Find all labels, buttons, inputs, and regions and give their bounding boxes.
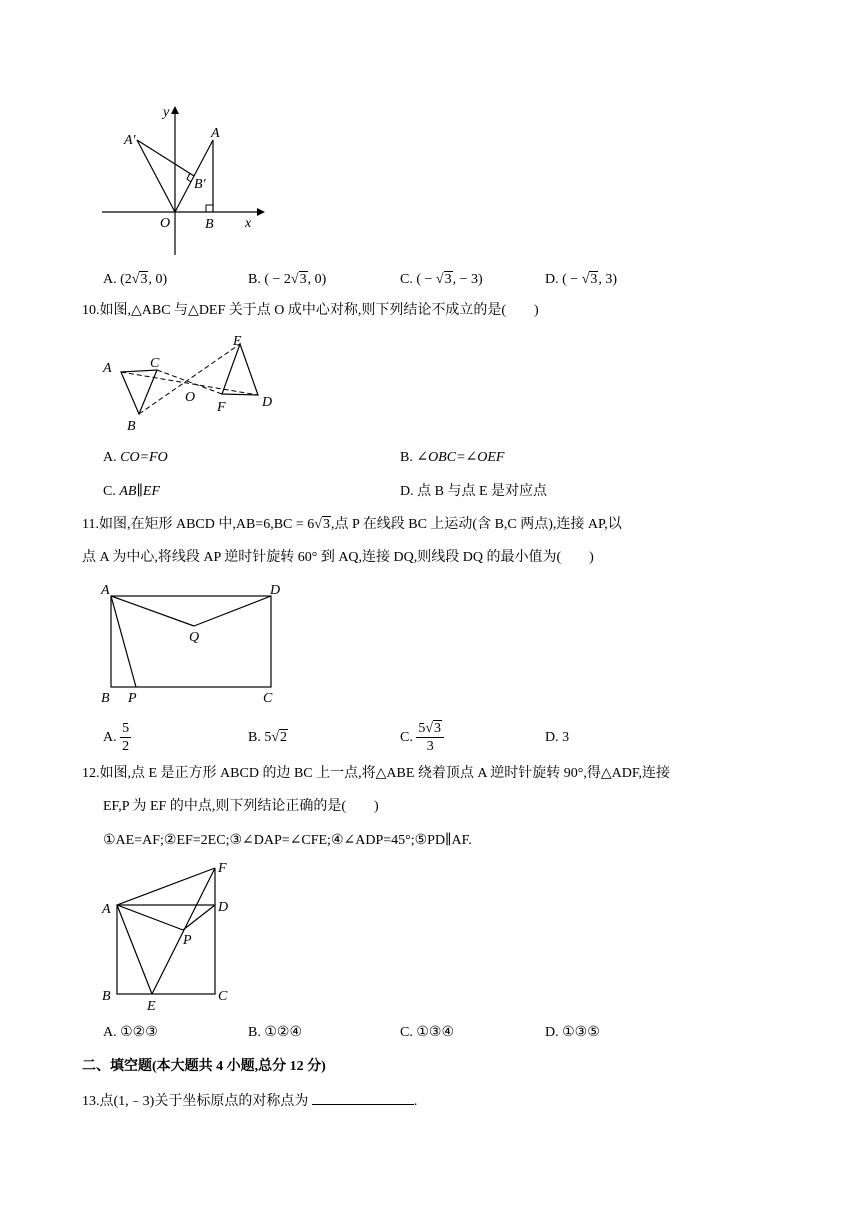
- label-A: A: [103, 361, 112, 376]
- q12-figure: [95, 855, 245, 1015]
- q10-option-a[interactable]: A. CO=FO: [103, 450, 168, 465]
- q12-stem-line2: EF,P 为 EF 的中点,则下列结论正确的是( ): [103, 799, 379, 814]
- label-x: x: [245, 216, 252, 231]
- label-A-prime: A′: [124, 133, 136, 148]
- sqrt-symbol-icon: √: [131, 272, 140, 287]
- q12-option-b[interactable]: B. ①②④: [248, 1025, 302, 1040]
- label-F: F: [218, 861, 227, 876]
- label-D: D: [262, 395, 273, 410]
- q10-figure: [95, 332, 295, 437]
- label-A: A: [101, 583, 110, 598]
- q10-option-d[interactable]: D. 点 B 与点 E 是对应点: [400, 484, 548, 499]
- fraction: $\frac{5√3}{3}$: [416, 720, 444, 755]
- label-B: B: [101, 691, 110, 706]
- segment-A-prime-B-prime: [137, 140, 194, 176]
- label-A: A: [102, 902, 111, 917]
- x-axis-arrow-icon: [257, 208, 265, 216]
- q11-option-c[interactable]: C. $\frac{5√3}{3}$: [400, 720, 444, 756]
- label-B: B: [102, 989, 111, 1004]
- q12-conclusions: ①AE=AF;②EF=2EC;③∠DAP=∠CFE;④∠ADP=45°;⑤PD∥AF.: [103, 833, 472, 848]
- sqrt-symbol-icon: √: [290, 272, 299, 287]
- triangle-DEF: [222, 344, 258, 395]
- q10-option-c[interactable]: C. AB∥EF: [103, 484, 161, 499]
- segment-AE: [117, 905, 152, 994]
- label-B: B: [205, 217, 214, 232]
- segment-DQ: [194, 596, 271, 626]
- q9-option-d[interactable]: D. ( − √3, 3): [545, 272, 618, 287]
- square-ABCD: [117, 905, 215, 994]
- triangle-ABC: [121, 370, 157, 414]
- sqrt-symbol-icon: √: [314, 517, 322, 532]
- segment-AQ: [111, 596, 194, 626]
- q10-stem: 10.如图,△ABC 与△DEF 关于点 O 成中心对称,则下列结论不成立的是( ): [82, 303, 539, 318]
- segment-PD: [183, 905, 215, 930]
- answer-blank[interactable]: [312, 1090, 414, 1105]
- q10-option-b[interactable]: B. ∠OBC=∠OEF: [400, 450, 505, 465]
- right-angle-mark-B: [206, 205, 213, 212]
- q11-figure: [95, 578, 295, 708]
- q9-option-a[interactable]: A. (2√3, 0): [103, 272, 168, 287]
- label-E: E: [233, 334, 242, 349]
- y-axis-arrow-icon: [171, 106, 179, 114]
- segment-AP: [111, 596, 136, 687]
- sqrt-symbol-icon: √: [271, 730, 280, 745]
- sqrt-symbol-icon: √: [435, 272, 444, 287]
- q9-option-c[interactable]: C. ( − √3, − 3): [400, 272, 483, 287]
- q13-stem: 13.点(1,﹣3)关于坐标原点的对称点为 .: [82, 1090, 417, 1112]
- q9-figure: [95, 100, 270, 260]
- fraction: $\frac{5}{2}$: [122, 721, 130, 755]
- section-heading: 二、填空题(本大题共 4 小题,总分 12 分): [82, 1059, 326, 1074]
- q11-option-b[interactable]: B. 5√2: [248, 730, 288, 745]
- label-D: D: [218, 900, 229, 915]
- label-C: C: [218, 989, 228, 1004]
- sqrt-symbol-icon: √: [425, 721, 434, 737]
- q11-option-d[interactable]: D. 3: [545, 730, 570, 745]
- segment-OA-prime: [137, 140, 175, 212]
- label-O: O: [160, 216, 171, 231]
- label-Q: Q: [189, 630, 200, 645]
- label-A: A: [211, 126, 220, 141]
- segment-AP: [117, 905, 183, 930]
- q12-option-a[interactable]: A. ①②③: [103, 1025, 158, 1040]
- sqrt-symbol-icon: √: [581, 272, 590, 287]
- segment-AF: [117, 868, 215, 905]
- label-B: B: [127, 419, 136, 434]
- label-y: y: [163, 105, 170, 120]
- q12-option-c[interactable]: C. ①③④: [400, 1025, 454, 1040]
- segment-EF: [152, 868, 215, 994]
- label-C: C: [150, 356, 160, 371]
- label-O: O: [185, 390, 196, 405]
- q9-option-b[interactable]: B. ( − 2√3, 0): [248, 272, 327, 287]
- label-D: D: [270, 583, 281, 598]
- label-C: C: [263, 691, 273, 706]
- label-B-prime: B′: [194, 177, 206, 192]
- label-P: P: [128, 691, 137, 706]
- q12-stem-line1: 12.如图,点 E 是正方形 ABCD 的边 BC 上一点,将△ABE 绕着顶点 A 逆时针旋转 90°,得△ADF,连接: [82, 766, 670, 781]
- q11-stem-line1: 11.如图,在矩形 ABCD 中,AB=6,BC = 6√3,点 P 在线段 BC 上运动(含 B,C 两点),连接 AP,以: [82, 517, 622, 532]
- label-F: F: [217, 400, 226, 415]
- q11-option-a[interactable]: A. $\frac{5}{2}$: [103, 721, 130, 755]
- label-P: P: [183, 933, 192, 948]
- q12-option-d[interactable]: D. ①③⑤: [545, 1025, 600, 1040]
- label-E: E: [147, 999, 156, 1014]
- q11-stem-line2: 点 A 为中心,将线段 AP 逆时针旋转 60° 到 AQ,连接 DQ,则线段 DQ 的最小值为( ): [82, 550, 594, 565]
